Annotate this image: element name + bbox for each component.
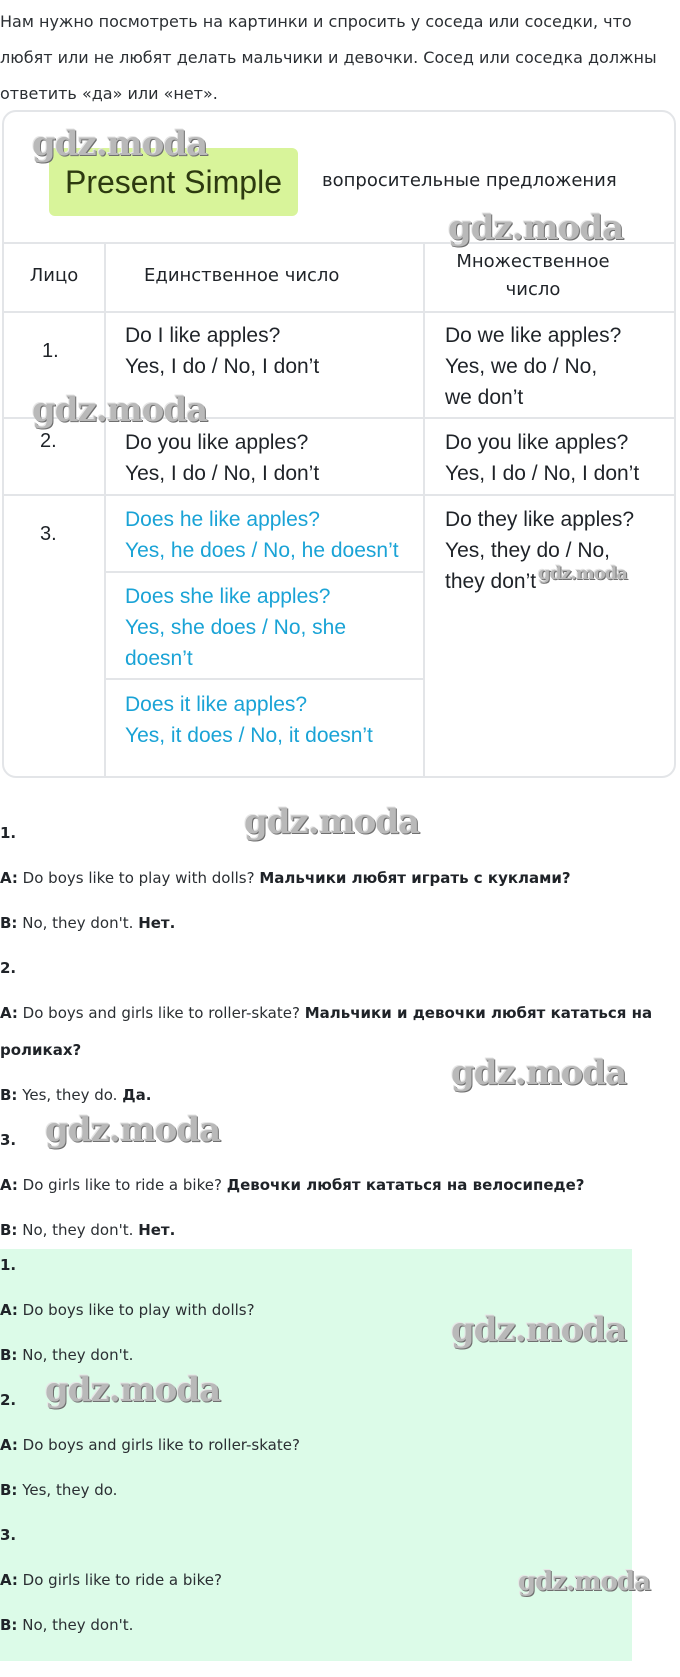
- summary-line: A: Do boys and girls like to roller-skate?: [0, 1436, 300, 1454]
- summary-line: B: Yes, they do.: [0, 1481, 118, 1499]
- watermark: gdz.moda: [244, 802, 420, 842]
- answer-number: 2.: [0, 959, 17, 977]
- watermark: gdz.moda: [32, 124, 208, 164]
- row-number: 1.: [42, 340, 59, 362]
- summary-line: B: No, they don't.: [0, 1616, 134, 1634]
- cell-plural: Do you like apples? Yes, I do / No, I don’t: [445, 431, 640, 485]
- cell-singular: Do you like apples? Yes, I do / No, I don’t: [125, 431, 320, 485]
- watermark: gdz.moda: [448, 208, 624, 248]
- row-number: 2.: [40, 430, 57, 452]
- row-divider: [104, 678, 423, 680]
- answer-line: B: Yes, they do. Да.: [0, 1086, 152, 1104]
- col-head-plural: Множественное число: [456, 251, 610, 300]
- answer-number: 1.: [0, 824, 17, 842]
- cell-singular: Do I like apples? Yes, I do / No, I don’t: [125, 324, 320, 378]
- cell-he: Does he like apples? Yes, he does / No, he doesn’t: [125, 508, 399, 562]
- col-head-person: Лицо: [29, 265, 79, 286]
- col-divider: [423, 242, 425, 778]
- intro-text: Нам нужно посмотреть на картинки и спросить у соседа или соседки, что любят или не любят делать мальчики и девочки. Сосед или соседка должны ответить «да» или «нет».: [0, 12, 657, 103]
- cell-plural: Do they like apples? Yes, they do / No, they don’t: [445, 508, 635, 593]
- answer-line: роликах?: [0, 1041, 82, 1059]
- answer-line: B: No, they don't. Нет.: [0, 914, 176, 932]
- answer-line: A: Do girls like to ride a bike? Девочки любят кататься на велосипеде?: [0, 1176, 585, 1194]
- row-divider: [104, 571, 423, 573]
- col-divider: [104, 242, 106, 778]
- row-number: 3.: [40, 523, 57, 545]
- table-title: вопросительные предложения: [322, 170, 617, 191]
- cell-plural: Do we like apples? Yes, we do / No, we don’t: [445, 324, 622, 409]
- watermark: gdz.moda: [45, 1110, 221, 1150]
- summary-number: 3.: [0, 1526, 17, 1544]
- watermark: gdz.moda: [538, 563, 627, 584]
- answer-line: A: Do boys and girls like to roller-skate? Мальчики и девочки любят кататься на: [0, 1004, 653, 1022]
- present-simple-badge: Present Simple: [49, 148, 298, 216]
- summary-line: A: Do girls like to ride a bike?: [0, 1571, 222, 1589]
- watermark: gdz.moda: [518, 1567, 651, 1597]
- cell-she: Does she like apples? Yes, she does / No, she doesn’t: [125, 585, 347, 670]
- cell-it: Does it like apples? Yes, it does / No, it doesn’t: [125, 693, 373, 747]
- row-divider: [4, 311, 676, 313]
- watermark: gdz.moda: [45, 1370, 221, 1410]
- answer-line: A: Do boys like to play with dolls? Мальчики любят играть с куклами?: [0, 869, 571, 887]
- col-head-singular: Единственное число: [144, 265, 340, 286]
- row-divider: [4, 494, 676, 496]
- watermark: gdz.moda: [451, 1053, 627, 1093]
- answer-number: 3.: [0, 1131, 17, 1149]
- watermark: gdz.moda: [451, 1310, 627, 1350]
- summary-line: A: Do boys like to play with dolls?: [0, 1301, 255, 1319]
- watermark: gdz.moda: [32, 390, 208, 430]
- answer-line: B: No, they don't. Нет.: [0, 1221, 176, 1239]
- summary-number: 1.: [0, 1256, 17, 1274]
- summary-number: 2.: [0, 1391, 17, 1409]
- summary-line: B: No, they don't.: [0, 1346, 134, 1364]
